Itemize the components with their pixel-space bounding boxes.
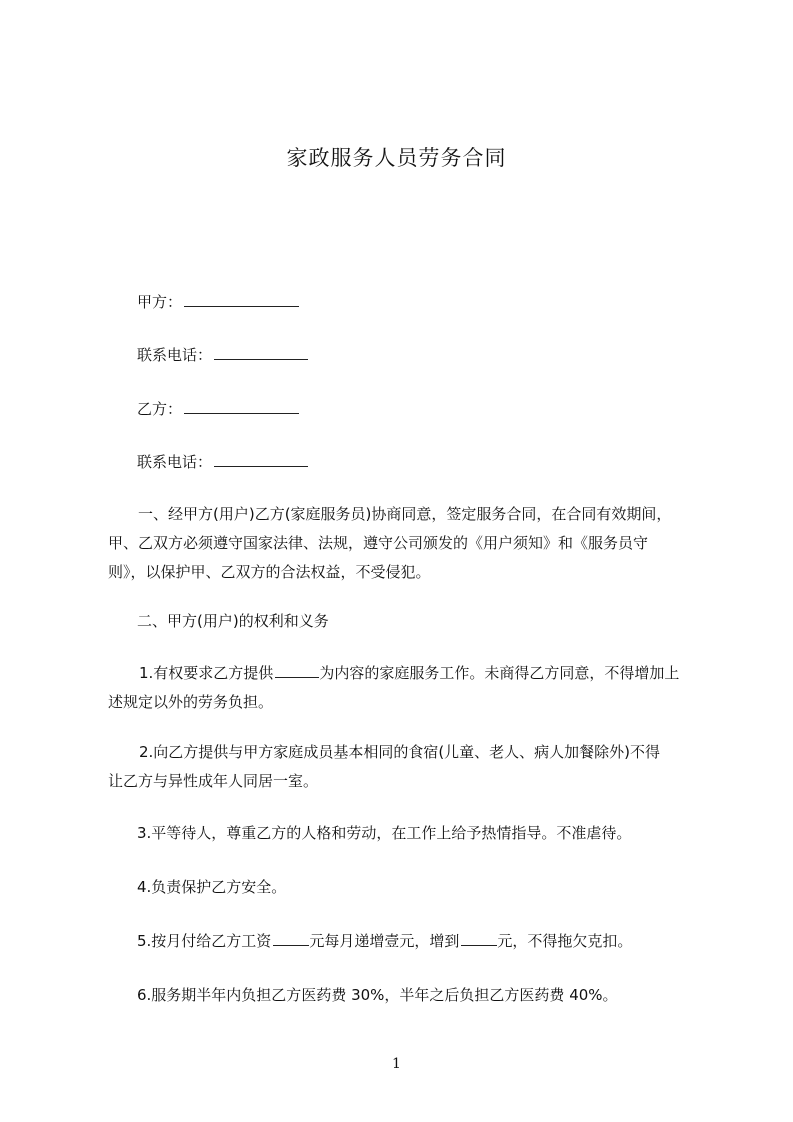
item-5-part-2: 元每月递增壹元，增到 xyxy=(309,932,460,950)
party-a-line xyxy=(137,292,299,312)
party-a-phone-blank xyxy=(214,345,308,360)
item-2-line-2: 让乙方与异性成年人同居一室。 xyxy=(108,772,319,790)
section-1-line-2: 甲、乙双方必须遵守国家法律、法规，遵守公司颁发的《用户须知》和《服务员守 xyxy=(108,534,649,552)
party-b-blank xyxy=(184,399,299,414)
party-a-phone-line xyxy=(137,345,308,365)
section-2-heading: 二、甲方(用户)的权利和义务 xyxy=(137,612,329,630)
party-a-blank xyxy=(184,292,299,307)
item-2-paragraph xyxy=(108,738,680,796)
item-1-line-2: 述规定以外的劳务负担。 xyxy=(108,693,274,711)
item-5-part-3: 元，不得拖欠克扣。 xyxy=(497,932,633,950)
item-2-line-1: 2.向乙方提供与甲方家庭成员基本相同的食宿(儿童、老人、病人加餐除外)不得 xyxy=(139,743,661,761)
section-1-line-1: 一、经甲方(用户)乙方(家庭服务员)协商同意，签定服务合同，在合同有效期间， xyxy=(138,505,672,523)
item-1-blank xyxy=(275,663,319,678)
party-b-line xyxy=(137,399,299,419)
item-1-part-2: 为内容的家庭服务工作。未商得乙方同意，不得增加上 xyxy=(319,664,680,682)
item-6: 6.服务期半年内负担乙方医药费 30%，半年之后负担乙方医药费 40%。 xyxy=(137,986,618,1004)
item-5-part-1: 5.按月付给乙方工资 xyxy=(137,932,272,950)
item-1-line-1 xyxy=(108,659,680,688)
party-b-phone-line xyxy=(137,452,308,472)
party-b-label: 乙方： xyxy=(137,400,183,418)
party-b-phone-label: 联系电话： xyxy=(137,453,213,471)
item-1-paragraph xyxy=(108,659,680,717)
page-number: 1 xyxy=(392,1056,401,1072)
section-1-paragraph xyxy=(108,500,708,587)
document-title: 家政服务人员劳务合同 xyxy=(286,146,507,170)
item-5-max-blank xyxy=(461,931,497,946)
item-3: 3.平等待人，尊重乙方的人格和劳动，在工作上给予热情指导。不准虐待。 xyxy=(137,824,632,842)
section-1-line-3: 则》，以保护甲、乙双方的合法权益，不受侵犯。 xyxy=(108,563,431,581)
party-a-label: 甲方： xyxy=(137,293,183,311)
item-5-salary-blank xyxy=(273,931,309,946)
item-1-part-1: 1.有权要求乙方提供 xyxy=(139,664,274,682)
party-a-phone-label: 联系电话： xyxy=(137,346,213,364)
item-5 xyxy=(137,931,632,951)
party-b-phone-blank xyxy=(214,452,308,467)
item-4: 4.负责保护乙方安全。 xyxy=(137,878,287,896)
